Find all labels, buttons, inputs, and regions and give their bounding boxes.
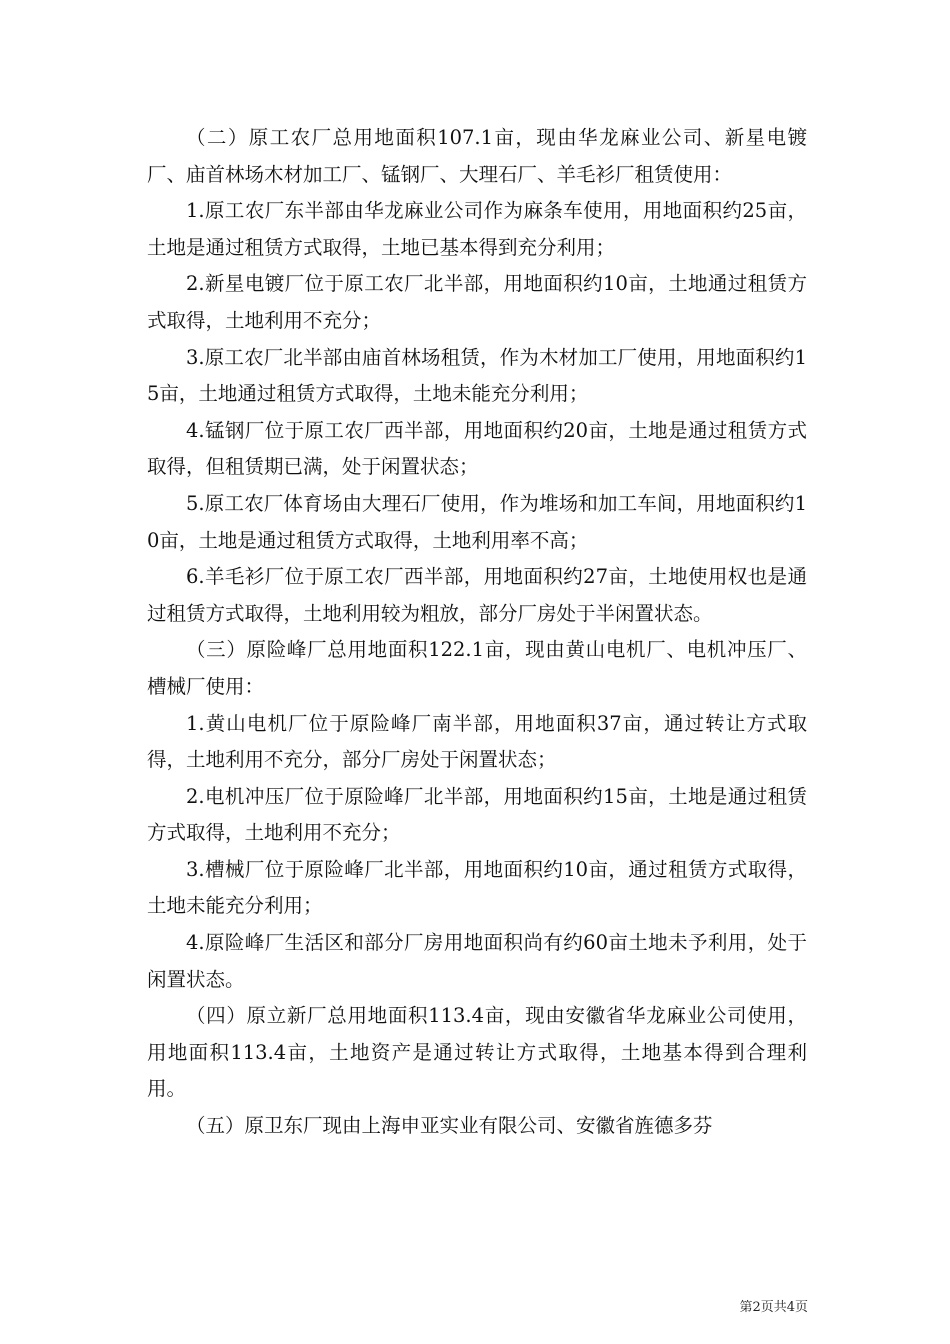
document-body [147, 120, 807, 1145]
paragraph-item-3-3: 3.槽械厂位于原险峰厂北半部，用地面积约10亩，通过租赁方式取得，土地未能充分利用； [147, 857, 807, 918]
paragraph-item-3-1: 1.黄山电机厂位于原险峰厂南半部，用地面积37亩，通过转让方式取得，土地利用不充分，部分厂房处于闲置状态； [147, 711, 807, 772]
paragraph-section-5-start: （五）原卫东厂现由上海申亚实业有限公司、安徽省旌德多芬 [186, 1114, 713, 1138]
page-number-footer: 第2页共4页 [739, 1300, 808, 1315]
paragraph-section-2-intro: （二）原工农厂总用地面积107.1亩，现由华龙麻业公司、新星电镀厂、庙首林场木材加工厂、锰钢厂、大理石厂、羊毛衫厂租赁使用： [147, 126, 807, 186]
paragraph-section-3-intro: （三）原险峰厂总用地面积122.1亩，现由黄山电机厂、电机冲压厂、槽械厂使用： [147, 638, 807, 698]
paragraph-item-2-3: 3.原工农厂北半部由庙首林场租赁，作为木材加工厂使用，用地面积约15亩，土地通过租赁方式取得，土地未能充分利用； [147, 345, 807, 406]
paragraph-item-2-2: 2.新星电镀厂位于原工农厂北半部，用地面积约10亩，土地通过租赁方式取得，土地利用不充分； [147, 272, 807, 332]
paragraph-item-2-1: 1.原工农厂东半部由华龙麻业公司作为麻条车使用，用地面积约25亩，土地是通过租赁方式取得，土地已基本得到充分利用； [147, 199, 807, 259]
paragraph-item-2-4: 4.锰钢厂位于原工农厂西半部，用地面积约20亩，土地是通过租赁方式取得，但租赁期已满，处于闲置状态； [147, 418, 807, 479]
paragraph-item-2-6: 6.羊毛衫厂位于原工农厂西半部，用地面积约27亩，土地使用权也是通过租赁方式取得，土地利用较为粗放，部分厂房处于半闲置状态。 [147, 565, 807, 625]
paragraph-item-2-5: 5.原工农厂体育场由大理石厂使用，作为堆场和加工车间，用地面积约10亩，土地是通过租赁方式取得，土地利用率不高； [147, 491, 807, 552]
paragraph-item-3-2: 2.电机冲压厂位于原险峰厂北半部，用地面积约15亩，土地是通过租赁方式取得，土地利用不充分； [147, 784, 807, 845]
paragraph-section-4: （四）原立新厂总用地面积113.4亩，现由安徽省华龙麻业公司使用，用地面积113.4亩，土地资产是通过转让方式取得，土地基本得到合理利用。 [147, 1004, 807, 1101]
paragraph-item-3-4: 4.原险峰厂生活区和部分厂房用地面积尚有约60亩土地未予利用，处于闲置状态。 [147, 931, 807, 991]
